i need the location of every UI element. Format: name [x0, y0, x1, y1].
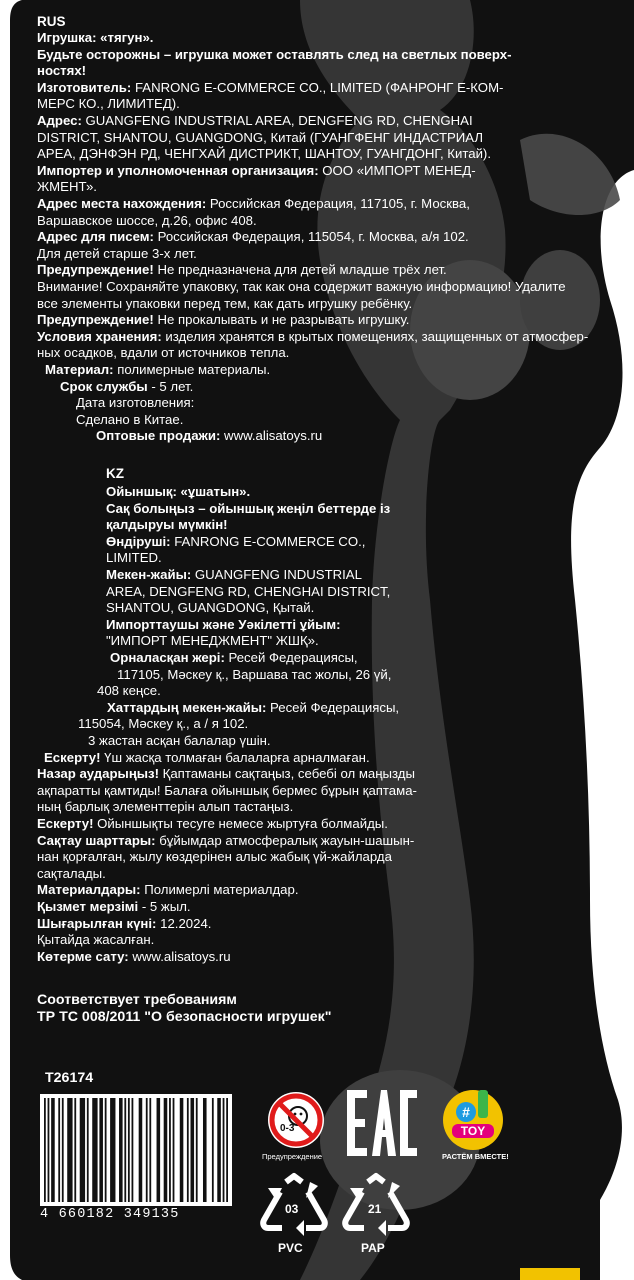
kz-line — [97, 683, 161, 699]
kz-line-bold: Импорттаушы және Уәкілетті ұйым: — [106, 616, 341, 632]
kz-line — [37, 849, 392, 865]
age-warning-caption: Предупреждение — [262, 1152, 323, 1161]
kz-line-text: GUANGFENG INDUSTRIAL — [191, 567, 362, 582]
rus-line — [37, 113, 473, 129]
kz-line — [37, 783, 417, 799]
rus-line — [37, 296, 412, 312]
kz-line-text: Қытайда жасалған. — [37, 932, 155, 948]
kz-line — [37, 799, 293, 815]
rus-line — [76, 395, 194, 411]
svg-text:TOY: TOY — [460, 1124, 486, 1138]
barcode-bar — [99, 1098, 103, 1202]
kz-line-bold: Материалдары: — [37, 882, 141, 898]
rus-line — [37, 30, 153, 46]
kz-line — [88, 733, 271, 749]
kz-line — [106, 484, 250, 500]
kz-line-bold: Назар аударыңыз! — [37, 766, 159, 782]
kz-line — [78, 716, 248, 732]
kz-line-text: нан қорғалған, жылу көздерінен алыс жабық үй-жайларда — [37, 849, 392, 865]
kz-line-text: Ойыншықты тесуге немесе жыртуға болмайды. — [93, 816, 388, 831]
rus-line-bold: Срок службы — [60, 378, 148, 394]
kz-line-text: 117105, Мәскеу қ., Варшава тас жолы, 26 үй, — [117, 666, 392, 682]
rus-line — [37, 279, 566, 295]
kz-line-text: www.alisatoys.ru — [128, 948, 231, 964]
barcode-bar — [217, 1098, 221, 1202]
kz-line-text: 3 жастан асқан балалар үшін. — [88, 733, 271, 748]
rus-line-bold: Адрес места нахождения: — [37, 196, 207, 211]
rus-line-text: изделия хранятся в крытых помещениях, защищенных от атмосфер- — [161, 328, 589, 344]
barcode-bar — [105, 1098, 107, 1202]
barcode-bar — [203, 1098, 207, 1202]
recycle-pap-label: PAP — [361, 1241, 385, 1255]
kz-line — [107, 700, 399, 716]
barcode-bar — [187, 1098, 189, 1202]
rus-line-text: Варшавское шоссе, д.26, офис 408. — [37, 212, 257, 228]
brand-caption: РАСТЁМ ВМЕСТЕ! — [442, 1152, 509, 1161]
kz-line — [106, 517, 228, 533]
kz-line — [37, 899, 191, 915]
kz-line — [106, 617, 341, 633]
kz-line-text: сақталады. — [37, 865, 106, 881]
kz-line-bold: Өндіруші: — [106, 533, 171, 549]
rus-line-text: Не предназначена для детей младше трёх лет. — [153, 262, 447, 278]
barcode-bar — [164, 1098, 168, 1202]
kz-line-text: Ресей Федерациясы, — [224, 650, 358, 665]
kz-line — [37, 882, 298, 898]
kz-line — [106, 550, 162, 566]
rus-line-bold: Импортер и уполномоченная организация: — [37, 162, 319, 178]
number-one-toy-logo — [438, 1084, 508, 1154]
rus-line — [37, 63, 86, 79]
rus-line-bold: Адрес для писем: — [37, 229, 154, 245]
article-number: T26174 — [45, 1070, 94, 1086]
no-small-parts-icon — [266, 1090, 326, 1150]
kz-line-text: Қаптаманы сақтаңыз, себебі ол маңызды — [159, 766, 415, 782]
rus-line-text: www.alisatoys.ru — [220, 428, 323, 444]
rus-line — [37, 229, 469, 245]
rus-line-text: Сделано в Китае. — [76, 411, 184, 427]
rus-line-bold: Будьте осторожны – игрушка может оставлять след на светлых поверх- — [37, 46, 512, 62]
barcode-bar — [62, 1098, 64, 1202]
kz-line-bold: Шығарылған күні: — [37, 915, 157, 931]
compliance-line-1: Соответствует требованиям — [37, 992, 237, 1008]
rus-line — [45, 362, 270, 378]
kz-line — [106, 633, 319, 649]
barcode-bar — [149, 1098, 151, 1202]
rus-line-text: Внимание! Сохраняйте упаковку, так как она содержит важную информацию! Удалите — [37, 279, 566, 294]
barcode-bar — [169, 1098, 171, 1202]
kz-line-bold: Сақ болыңыз – ойыншық жеңіл беттерде із — [106, 500, 391, 516]
barcode-bar — [67, 1098, 72, 1202]
kz-line — [110, 650, 358, 666]
kz-line — [37, 766, 415, 782]
rus-line-text: все элементы упаковки перед тем, как дать игрушку ребёнку. — [37, 295, 413, 311]
kz-line-bold: Ойыншық: «ұшатын». — [106, 484, 251, 499]
rus-line-bold: Изготовитель: — [37, 79, 132, 95]
kz-line-text: "ИМПОРТ МЕНЕДЖМЕНТ" ЖШҚ». — [106, 633, 319, 649]
rus-line-text: Не прокалывать и не разрывать игрушку. — [153, 312, 410, 328]
rus-line — [37, 262, 447, 278]
rus-line-text: Российская Федерация, 115054, г. Москва, а/я 102. — [153, 229, 469, 245]
kz-line-text: 408 кеңсе. — [97, 683, 161, 699]
barcode-bar — [196, 1098, 198, 1202]
kz-line-bold: Орналасқан жері: — [110, 650, 225, 665]
kz-line-text: 12.2024. — [156, 915, 212, 931]
kz-line-text: Үш жасқа толмаған балаларға арналмаған. — [100, 749, 370, 765]
rus-line-text: DISTRICT, SHANTOU, GUANGDONG, Китай (ГУАНГФЕНГ ИНДАСТРИАЛ — [37, 129, 484, 145]
rus-line-bold: Оптовые продажи: — [96, 428, 221, 444]
barcode-bar — [139, 1098, 143, 1202]
barcode-bar — [173, 1098, 175, 1202]
kz-heading: KZ — [106, 466, 124, 481]
barcode-bar — [212, 1098, 214, 1202]
rus-line — [37, 163, 476, 179]
barcode-bar — [74, 1098, 76, 1202]
kz-line — [37, 932, 154, 948]
rus-line — [37, 146, 491, 162]
age-warning-label: 0-3 — [280, 1123, 295, 1134]
rus-line — [37, 246, 197, 262]
kz-line — [37, 866, 106, 882]
kz-line-text: SHANTOU, GUANGDONG, Қытай. — [106, 600, 315, 616]
rus-line-bold: Игрушка: «тягун». — [37, 30, 154, 45]
rus-line — [37, 130, 483, 146]
compliance-line-2: ТР ТС 008/2011 "О безопасности игрушек" — [37, 1009, 332, 1025]
barcode-bar — [92, 1098, 97, 1202]
rus-line-bold: Адрес: — [37, 113, 82, 128]
kz-line — [44, 750, 370, 766]
kz-line-bold: Мекен-жайы: — [106, 567, 192, 582]
barcode-bar — [124, 1098, 126, 1202]
kz-line — [117, 667, 391, 683]
rus-line-text: Российская Федерация, 117105, г. Москва, — [206, 196, 470, 211]
kz-line-bold: қалдыруы мүмкін! — [106, 517, 228, 533]
kz-line-bold: Ескерту! — [44, 749, 101, 765]
barcode-bar — [119, 1098, 123, 1202]
kz-line-bold: Хаттардың мекен-жайы: — [107, 699, 267, 715]
kz-line-text: 115054, Мәскеу қ., а / я 102. — [78, 716, 249, 732]
rus-line — [37, 329, 588, 345]
kz-line-text: ақпаратты қамтиды! Балаға ойыншық бермес бұрын қаптама- — [37, 782, 417, 798]
rus-line-bold: Предупреждение! — [37, 262, 154, 278]
rus-line — [37, 96, 180, 112]
kz-line — [106, 584, 390, 600]
rus-line — [37, 80, 503, 96]
kz-line — [106, 600, 314, 616]
rus-line-text: АРЕА, ДЭНФЭН РД, ЧЕНГХАЙ ДИСТРИКТ, ШАНТОУ, ГУАНГДОНГ, Китай). — [37, 146, 491, 162]
rus-line-text: Для детей старше 3-х лет. — [37, 245, 197, 261]
barcode-bar — [44, 1098, 46, 1202]
rus-line — [60, 379, 193, 395]
barcode-bar — [226, 1098, 228, 1202]
rus-line — [37, 312, 409, 328]
barcode-bar — [128, 1098, 130, 1202]
kz-line-text: ның барлық элементтерін алып тастаңыз. — [37, 799, 294, 815]
rus-line-text: ных осадков, вдали от источников тепла. — [37, 345, 290, 361]
kz-line-bold: Ескерту! — [37, 816, 94, 831]
rus-line-bold: Предупреждение! — [37, 312, 154, 328]
kz-line — [106, 534, 365, 550]
barcode-bar — [223, 1098, 225, 1202]
kz-line-text: LIMITED. — [106, 550, 162, 566]
barcode-bar — [87, 1098, 89, 1202]
barcode-bar — [48, 1098, 50, 1202]
kz-line — [37, 949, 231, 965]
recycle-pvc-code: 03 — [285, 1202, 299, 1216]
rus-line — [37, 345, 289, 361]
rus-heading: RUS — [37, 14, 66, 29]
rus-line — [76, 412, 183, 428]
kz-line — [37, 833, 414, 849]
kz-line — [37, 816, 388, 832]
kz-line-text: - 5 жыл. — [138, 899, 191, 914]
rus-line — [37, 213, 257, 229]
rus-line-text: ЖМЕНТ». — [37, 179, 97, 195]
barcode-bar — [190, 1098, 194, 1202]
recycle-pvc-label: PVC — [278, 1241, 303, 1255]
kz-line — [106, 567, 362, 583]
rus-line — [96, 428, 322, 444]
eac-mark-icon — [345, 1088, 419, 1158]
kz-line-text: FANRONG E-COMMERCE CO., — [170, 533, 366, 549]
kz-line-text: Ресей Федерациясы, — [266, 699, 400, 715]
kz-line — [37, 916, 211, 932]
rus-line-text: ООО «ИМПОРТ МЕНЕД- — [318, 162, 476, 178]
rus-line-bold: Условия хранения: — [37, 328, 162, 344]
barcode-bar — [157, 1098, 161, 1202]
barcode-bar — [80, 1098, 85, 1202]
svg-text:#: # — [462, 1104, 470, 1120]
barcode-bar — [51, 1098, 55, 1202]
rus-line-bold: ностях! — [37, 63, 87, 79]
barcode-bar — [180, 1098, 184, 1202]
kz-line-bold: Көтерме сату: — [37, 948, 129, 964]
rus-line-text: полимерные материалы. — [113, 362, 271, 377]
rus-line-text: FANRONG E-COMMERCE CO., LIMITED (ФАНРОНГ Е-КОМ- — [131, 79, 504, 95]
kz-line-text: бұйымдар атмосфералық жауын-шашын- — [155, 832, 415, 848]
rus-line-text: МЕРС КО., ЛИМИТЕД). — [37, 96, 180, 112]
rus-line-text: GUANGFENG INDUSTRIAL AREA, DENGFENG RD, CHENGHAI — [81, 113, 473, 128]
kz-line — [106, 501, 390, 517]
barcode-bar — [110, 1098, 115, 1202]
rus-line-bold: Материал: — [45, 362, 114, 377]
rus-line — [37, 196, 470, 212]
barcode-bar — [146, 1098, 148, 1202]
barcode-bar — [58, 1098, 60, 1202]
barcode — [40, 1094, 232, 1206]
kz-line-bold: Сақтау шарттары: — [37, 832, 156, 848]
kz-line-text: Полимерлі материалдар. — [140, 882, 299, 898]
kz-line-bold: Қызмет мерзімі — [37, 899, 139, 914]
rus-line — [37, 179, 97, 195]
kz-line-text: AREA, DENGFENG RD, CHENGHAI DISTRICT, — [106, 583, 391, 599]
rus-line-text: - 5 лет. — [147, 378, 194, 394]
barcode-bar — [132, 1098, 134, 1202]
rus-line-text: Дата изготовления: — [76, 395, 195, 411]
barcode-digits: 4 660182 349135 — [40, 1207, 180, 1222]
rus-line — [37, 47, 512, 63]
recycle-pap-code: 21 — [368, 1202, 382, 1216]
